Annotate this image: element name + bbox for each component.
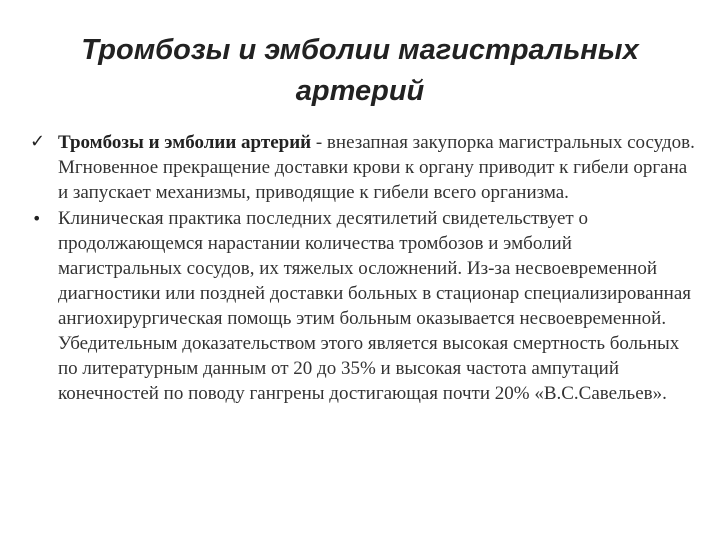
list-item-clinical-practice xyxy=(30,206,696,406)
list-item-definition xyxy=(30,130,696,205)
check-icon: ✓ xyxy=(30,131,46,152)
clinical-practice-text: Клиническая практика последних десятилетий свидетельствует о продолжающемся нарастании количества тромбозов и эмболий магистральных сосудов, их тяжелых осложнений. Из-за несвоевременной диагностики или поздней доставки больных в стационар специализированная ангиохирургическая помощь этим больным оказывается несвоевременной. Убедительным доказательством этого является высокая смертность больных по литературным данным от 20 до 35% и высокая частота ампутаций конечностей по поводу гангрены достигающая почти 20% «В.С.Савельев». xyxy=(58,208,692,404)
bullet-icon: • xyxy=(32,209,42,228)
definition-text: - внезапная закупорка магистральных сосудов. Мгновенное прекращение доставки крови к органу приводит к гибели органа и запускает механизмы, приводящие к гибели всего организма. xyxy=(58,132,695,203)
slide-title: Тромбозы и эмболии магистральных артерий xyxy=(81,34,639,107)
slide-body xyxy=(30,130,696,407)
definition-term: Тромбозы и эмболии артерий xyxy=(58,132,312,153)
